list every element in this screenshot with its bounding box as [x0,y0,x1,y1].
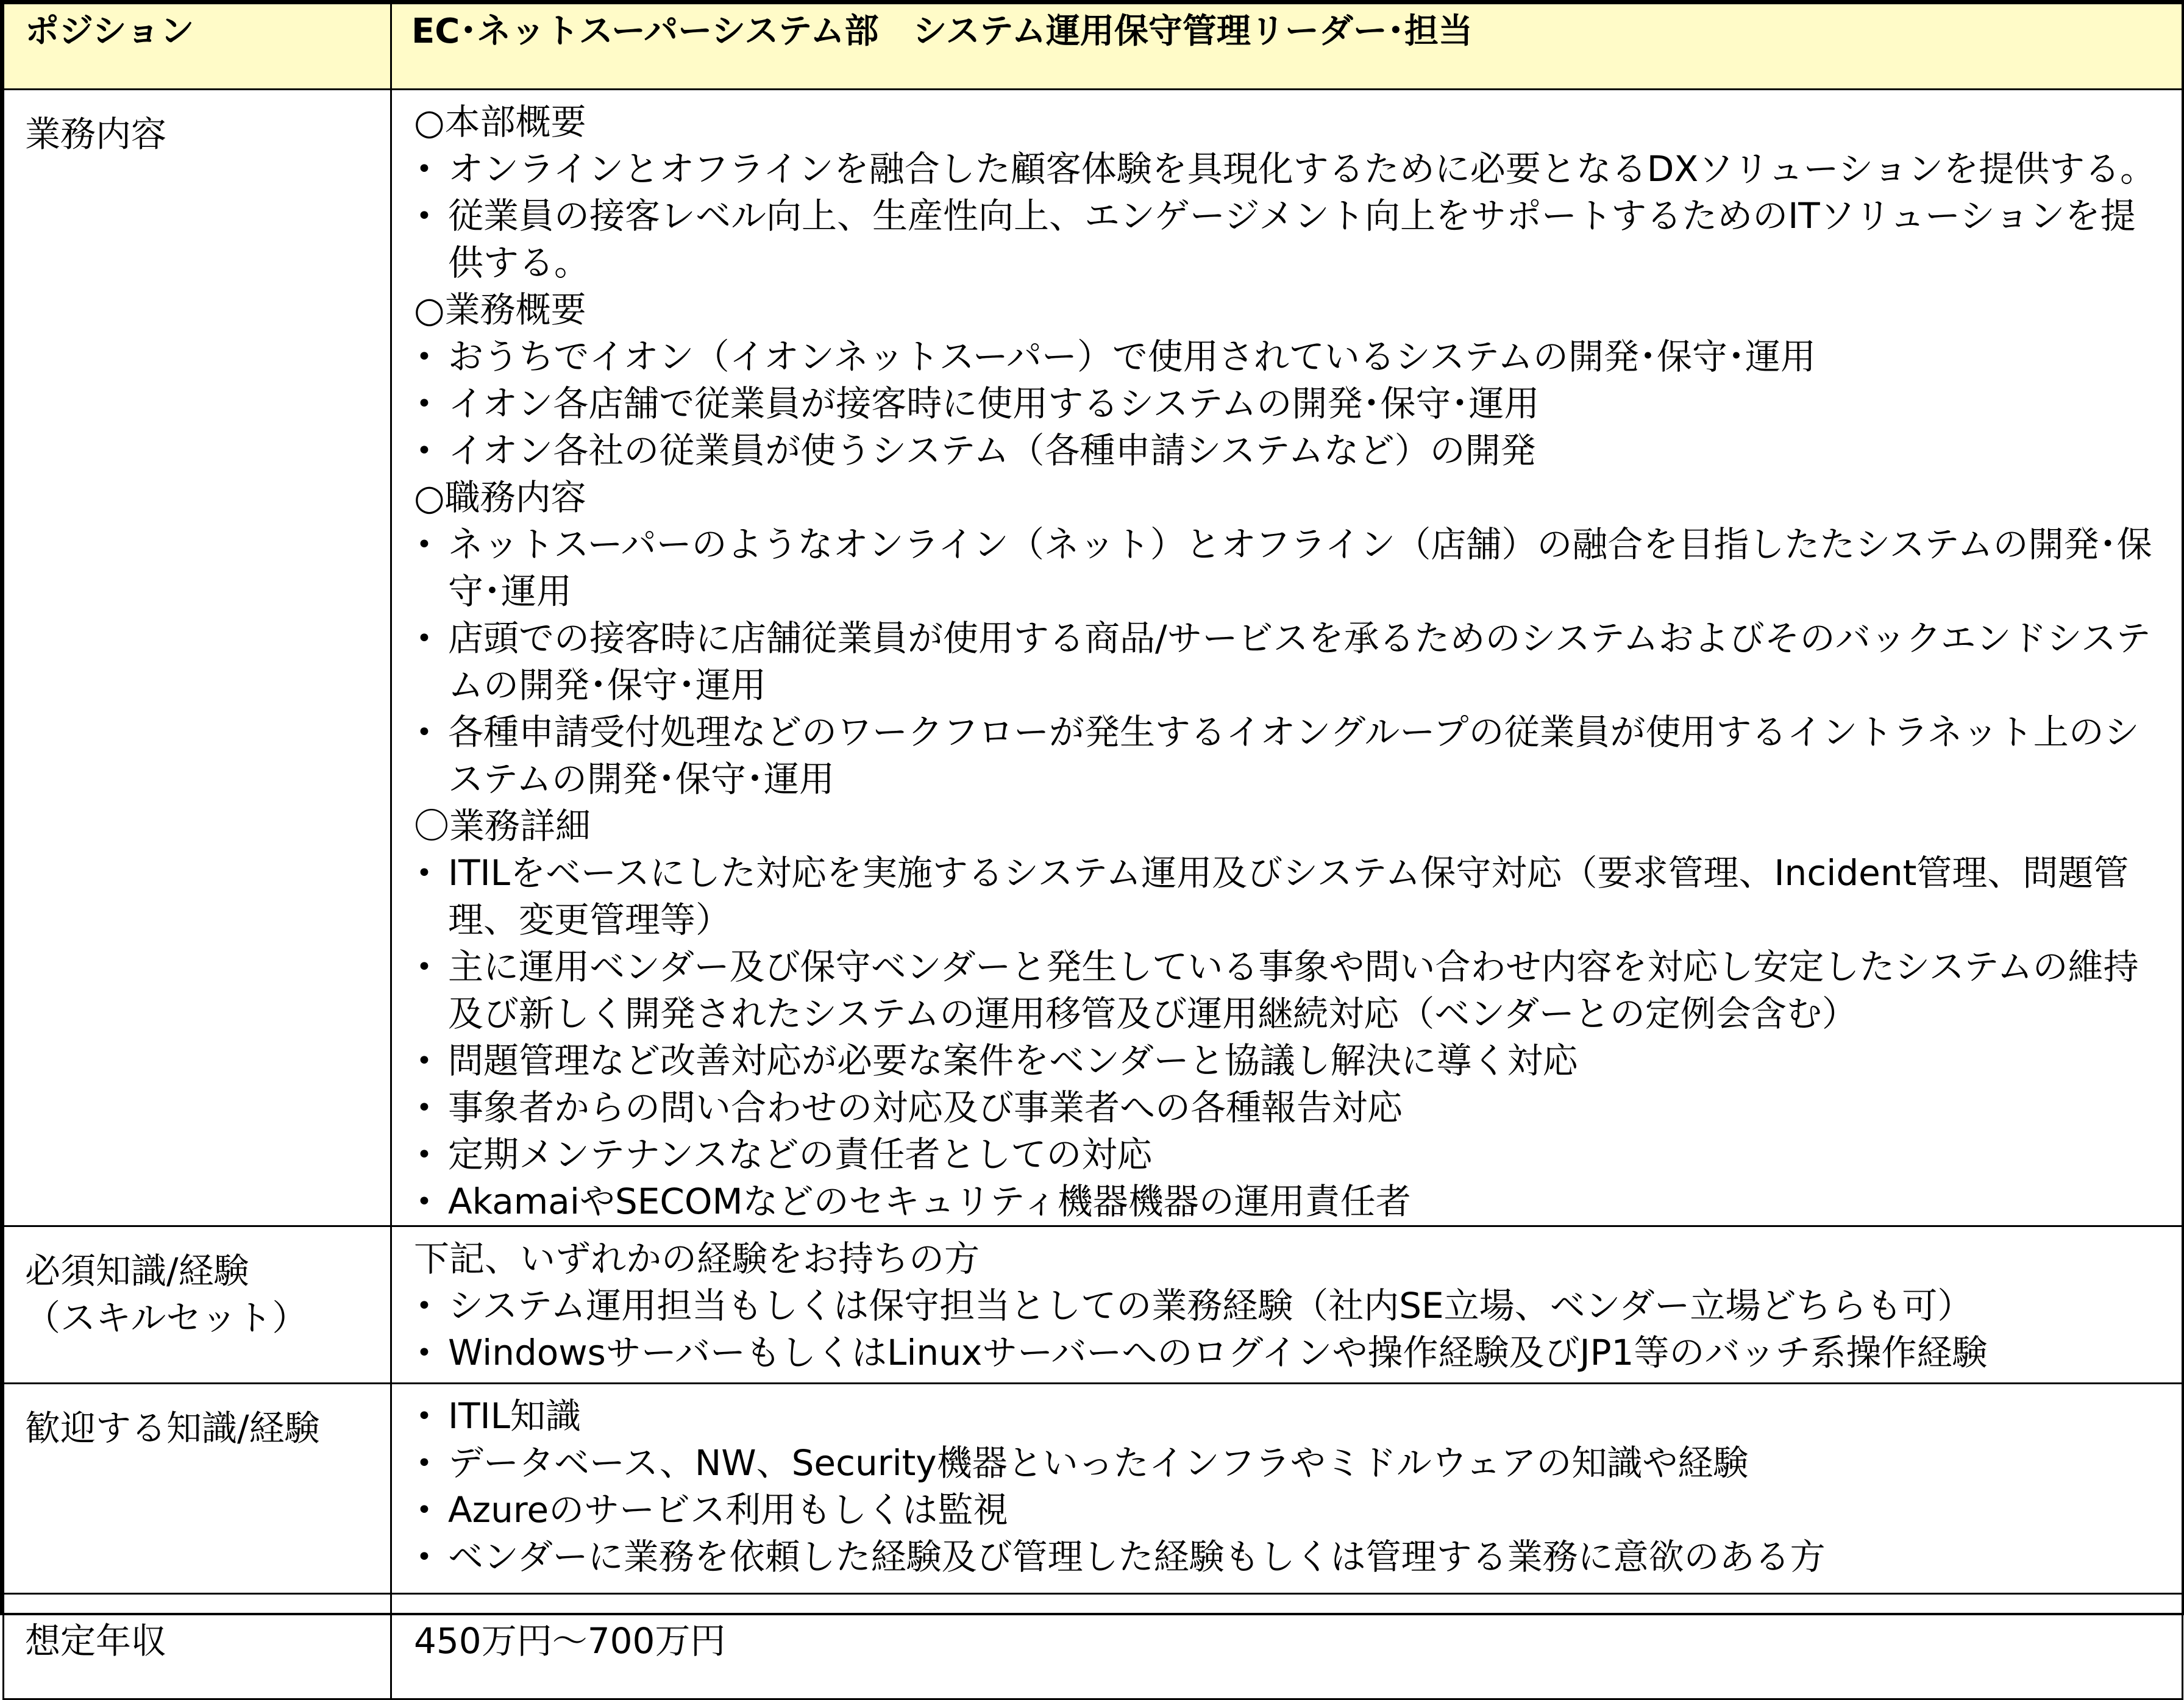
section-heading: 〇業務詳細 [414,805,591,847]
section-heading: ○業務概要 [414,289,586,330]
welcome-content [391,1384,2183,1594]
duties-content [391,90,2183,1226]
requirements-content [391,1226,2183,1384]
requirements-intro: 下記、いずれかの経験をお持ちの方 [414,1238,980,1279]
list-item: • 店頭での接客時に店舗従業員が使用する商品/サービスを承るためのシステムおよびそのバックエンドシステムの開発･保守･運用 [414,615,2166,709]
list-item: • 各種申請受付処理などのワークフローが発生するイオングループの従業員が使用するイントラネット上のシステムの開発･保守･運用 [414,709,2166,803]
salary-row [4,1594,2183,1699]
requirements-row [4,1226,2183,1384]
requirements-label-line: 必須知識/経験 [25,1250,249,1292]
welcome-row [4,1384,2183,1594]
list-item: • AkamaiやSECOMなどのセキュリティ機器機器の運用責任者 [414,1178,2166,1225]
list-item: • オンラインとオフラインを融合した顧客体験を具現化するために必要となるDXソリューションを提供する。 [414,146,2166,193]
requirements-label-line: （スキルセット） [25,1297,308,1339]
list-item: • ネットスーパーのようなオンライン（ネット）とオフライン（店舗）の融合を目指したたシステムの開発･保守･運用 [414,521,2166,615]
list-item: • Azureのサービス利用もしくは監視 [414,1487,2166,1534]
welcome-label: 歓迎する知識/経験 [4,1384,391,1594]
list-item: • 定期メンテナンスなどの責任者としての対応 [414,1131,2166,1178]
section-overview [414,99,2166,286]
list-item: • 問題管理など改善対応が必要な案件をベンダーと協議し解決に導く対応 [414,1037,2166,1084]
header-row [4,4,2183,90]
list-item: • 事象者からの問い合わせの対応及び事業者への各種報告対応 [414,1084,2166,1131]
list-item: • ベンダーに業務を依頼した経験及び管理した経験もしくは管理する業務に意欲のある方 [414,1534,2166,1581]
salary-label: 想定年収 [4,1594,391,1699]
section-job-content [414,474,2166,803]
section-business-summary [414,286,2166,474]
position-label: ポジション [4,4,391,90]
job-description-table [2,2,2183,1700]
position-value: EC･ネットスーパーシステム部 システム運用保守管理リーダー･担当 [391,4,2183,90]
list-item: • イオン各社の従業員が使うシステム（各種申請システムなど）の開発 [414,427,2166,474]
list-item: • データベース、NW、Security機器といったインフラやミドルウェアの知識や経験 [414,1440,2166,1487]
salary-value: 450万円～700万円 [391,1594,2183,1699]
list-item: • ITIL知識 [414,1393,2166,1440]
list-item: • イオン各店舗で従業員が接客時に使用するシステムの開発･保守･運用 [414,380,2166,427]
list-item: • ITILをベースにした対応を実施するシステム運用及びシステム保守対応（要求管理、Incident管理、問題管理、変更管理等） [414,850,2166,944]
list-item: • 従業員の接客レベル向上、生産性向上、エンゲージメント向上をサポートするためのITソリューションを提供する。 [414,193,2166,286]
list-item: • システム運用担当もしくは保守担当としての業務経験（社内SE立場、ベンダー立場どちらも可） [414,1282,2166,1329]
duties-label: 業務内容 [4,90,391,1226]
section-business-details [414,803,2166,1225]
list-item: • 主に運用ベンダー及び保守ベンダーと発生している事象や問い合わせ内容を対応し安定したシステムの維持及び新しく開発されたシステムの運用移管及び運用継続対応（ベンダーとの定例会含む） [414,944,2166,1037]
duties-row [4,90,2183,1226]
list-item: • WindowsサーバーもしくはLinuxサーバーへのログインや操作経験及びJP1等のバッチ系操作経験 [414,1329,2166,1376]
section-heading: ○職務内容 [414,477,586,518]
list-item: • おうちでイオン（イオンネットスーパー）で使用されているシステムの開発･保守･運用 [414,333,2166,380]
requirements-label [4,1226,391,1384]
section-heading: ○本部概要 [414,101,586,143]
